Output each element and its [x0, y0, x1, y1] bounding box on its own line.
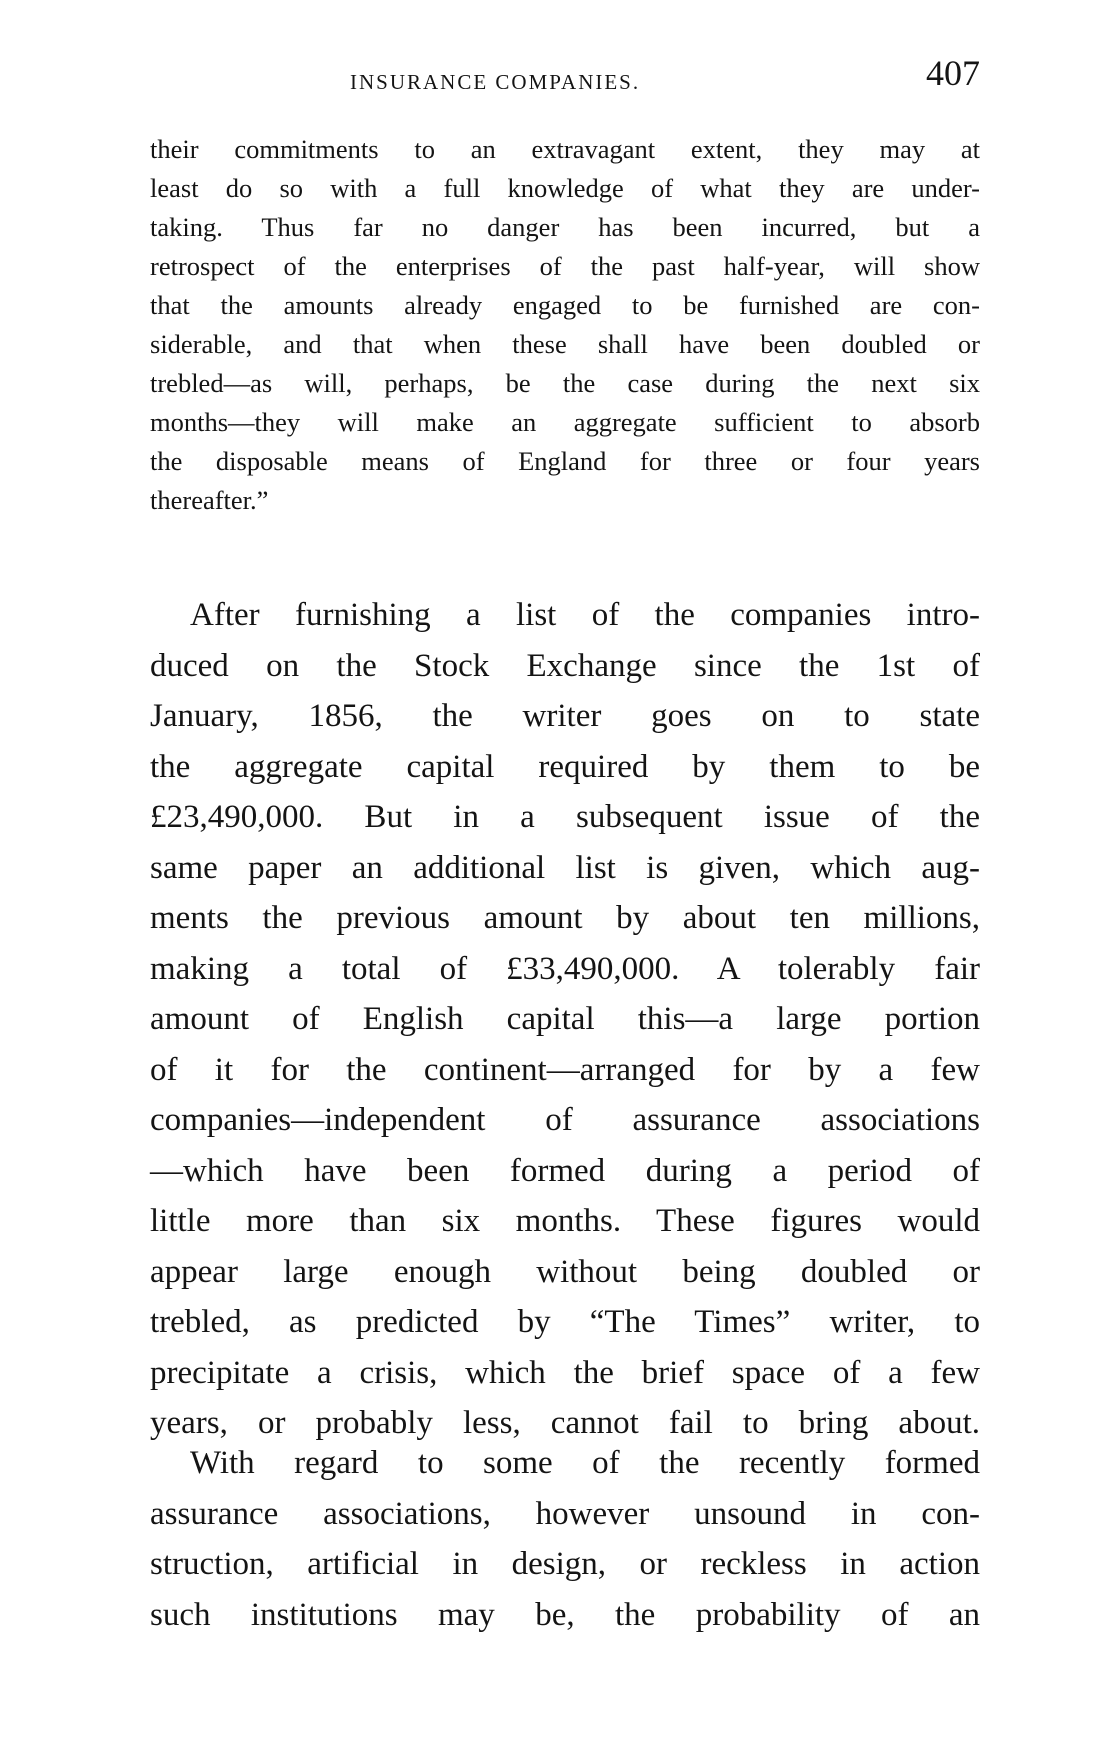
text-line: appear large enough without being doubled or	[150, 1253, 980, 1290]
text-line: making a total of £33,490,000. A tolerably fair	[150, 950, 980, 987]
text-line: retrospect of the enterprises of the past half-year, will show	[150, 251, 980, 281]
text-line: companies—independent of assurance associations	[150, 1102, 980, 1138]
text-line: same paper an additional list is given, which aug-	[150, 849, 980, 886]
text-line: taking. Thus far no danger has been incurred, but a	[150, 212, 980, 242]
text-line: amount of English capital this—a large portion	[150, 1001, 980, 1037]
text-line: years, or probably less, cannot fail to bring about.	[150, 1405, 980, 1441]
text-line: trebled—as will, perhaps, be the case during the next six	[150, 368, 980, 398]
paragraph-1	[150, 590, 980, 1449]
text-line: little more than six months. These figures would	[150, 1203, 980, 1239]
text-line: that the amounts already engaged to be furnished are con-	[150, 290, 980, 320]
text-line: the aggregate capital required by them to be	[150, 748, 980, 785]
text-line: —which have been formed during a period of	[150, 1152, 980, 1189]
text-line: the disposable means of England for three or four years	[150, 446, 980, 476]
text-line: duced on the Stock Exchange since the 1st of	[150, 647, 980, 684]
paragraph-2	[150, 1438, 980, 1640]
text-line: ments the previous amount by about ten millions,	[150, 900, 980, 936]
text-line: £23,490,000. But in a subsequent issue of the	[150, 799, 980, 835]
text-line: least do so with a full knowledge of what they are under-	[150, 173, 980, 203]
text-line: trebled, as predicted by “The Times” writer, to	[150, 1304, 980, 1340]
text-line: With regard to some of the recently formed	[190, 1445, 980, 1481]
text-line: precipitate a crisis, which the brief space of a few	[150, 1354, 980, 1391]
text-line: months—they will make an aggregate sufficient to absorb	[150, 407, 980, 437]
quoted-passage	[150, 130, 980, 520]
text-line: such institutions may be, the probability of an	[150, 1596, 980, 1633]
text-line: struction, artificial in design, or reckless in action	[150, 1546, 980, 1582]
text-line: siderable, and that when these shall have been doubled or	[150, 329, 980, 359]
running-title: INSURANCE COMPANIES.	[350, 70, 641, 94]
page-header	[150, 52, 980, 112]
text-line: their commitments to an extravagant extent, they may at	[150, 134, 980, 164]
text-line: After furnishing a list of the companies intro-	[190, 597, 980, 633]
text-line: of it for the continent—arranged for by a few	[150, 1051, 980, 1088]
text-line: January, 1856, the writer goes on to state	[150, 698, 980, 734]
text-line: assurance associations, however unsound in con-	[150, 1495, 980, 1532]
page-number: 407	[926, 53, 980, 93]
text-line: thereafter.”	[150, 485, 269, 515]
